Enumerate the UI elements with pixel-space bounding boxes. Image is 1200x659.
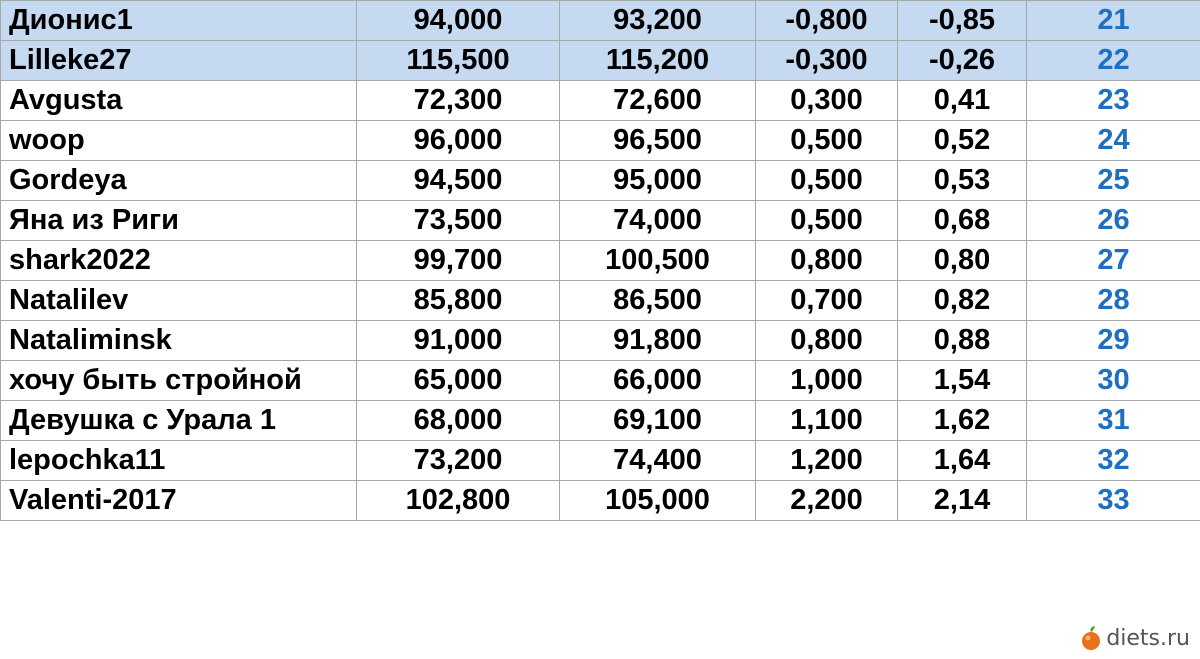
cell-difference: -0,800 [756,1,898,41]
cell-percent: 2,14 [898,481,1027,521]
cell-end-weight: 69,100 [560,401,756,441]
cell-name: lepochka11 [1,441,357,481]
table-row [1,81,1200,121]
cell-start-weight: 102,800 [357,481,560,521]
cell-end-weight: 74,400 [560,441,756,481]
cell-rank: 32 [1027,441,1200,481]
cell-rank: 29 [1027,321,1200,361]
cell-rank: 23 [1027,81,1200,121]
cell-start-weight: 68,000 [357,401,560,441]
table-row [1,241,1200,281]
table-row [1,401,1200,441]
cell-start-weight: 94,000 [357,1,560,41]
cell-start-weight: 91,000 [357,321,560,361]
table-body [1,1,1200,521]
cell-difference: 0,700 [756,281,898,321]
cell-name: Gordeya [1,161,357,201]
cell-start-weight: 73,200 [357,441,560,481]
cell-start-weight: 65,000 [357,361,560,401]
cell-end-weight: 105,000 [560,481,756,521]
table-row [1,1,1200,41]
cell-name: Valenti-2017 [1,481,357,521]
cell-rank: 33 [1027,481,1200,521]
cell-rank: 30 [1027,361,1200,401]
cell-difference: -0,300 [756,41,898,81]
table-row [1,361,1200,401]
cell-difference: 0,300 [756,81,898,121]
cell-name: Nataliminsk [1,321,357,361]
cell-difference: 0,800 [756,241,898,281]
cell-end-weight: 86,500 [560,281,756,321]
cell-difference: 1,100 [756,401,898,441]
cell-name: хочу быть стройной [1,361,357,401]
cell-start-weight: 99,700 [357,241,560,281]
cell-start-weight: 72,300 [357,81,560,121]
cell-percent: 0,80 [898,241,1027,281]
cell-end-weight: 72,600 [560,81,756,121]
cell-name: woop [1,121,357,161]
cell-percent: -0,85 [898,1,1027,41]
cell-rank: 22 [1027,41,1200,81]
cell-percent: 1,64 [898,441,1027,481]
cell-name: shark2022 [1,241,357,281]
cell-start-weight: 115,500 [357,41,560,81]
cell-difference: 0,500 [756,201,898,241]
cell-start-weight: 96,000 [357,121,560,161]
cell-difference: 1,000 [756,361,898,401]
cell-percent: 1,62 [898,401,1027,441]
table-row [1,441,1200,481]
cell-end-weight: 91,800 [560,321,756,361]
cell-name: Дионис1 [1,1,357,41]
cell-difference: 2,200 [756,481,898,521]
cell-rank: 27 [1027,241,1200,281]
cell-percent: 0,52 [898,121,1027,161]
watermark [1080,625,1190,651]
table-row [1,281,1200,321]
cell-start-weight: 85,800 [357,281,560,321]
cell-end-weight: 115,200 [560,41,756,81]
cell-difference: 0,500 [756,121,898,161]
cell-difference: 0,800 [756,321,898,361]
table-row [1,121,1200,161]
cell-end-weight: 100,500 [560,241,756,281]
cell-difference: 0,500 [756,161,898,201]
cell-name: Lilleke27 [1,41,357,81]
cell-percent: 1,54 [898,361,1027,401]
cell-percent: 0,53 [898,161,1027,201]
cell-percent: 0,68 [898,201,1027,241]
cell-start-weight: 94,500 [357,161,560,201]
table-row [1,481,1200,521]
cell-percent: 0,82 [898,281,1027,321]
cell-name: Девушка с Урала 1 [1,401,357,441]
cell-rank: 25 [1027,161,1200,201]
table-row [1,41,1200,81]
cell-name: Яна из Риги [1,201,357,241]
cell-percent: -0,26 [898,41,1027,81]
cell-rank: 21 [1027,1,1200,41]
cell-start-weight: 73,500 [357,201,560,241]
cell-end-weight: 66,000 [560,361,756,401]
cell-percent: 0,88 [898,321,1027,361]
cell-end-weight: 74,000 [560,201,756,241]
cell-end-weight: 96,500 [560,121,756,161]
cell-percent: 0,41 [898,81,1027,121]
cell-rank: 26 [1027,201,1200,241]
table-row [1,321,1200,361]
cell-rank: 24 [1027,121,1200,161]
cell-end-weight: 95,000 [560,161,756,201]
cell-end-weight: 93,200 [560,1,756,41]
apple-icon [1080,625,1102,651]
table-row [1,201,1200,241]
cell-rank: 31 [1027,401,1200,441]
cell-difference: 1,200 [756,441,898,481]
table-row [1,161,1200,201]
cell-name: Natalilev [1,281,357,321]
cell-name: Avgusta [1,81,357,121]
cell-rank: 28 [1027,281,1200,321]
watermark-text: diets.ru [1106,625,1190,651]
